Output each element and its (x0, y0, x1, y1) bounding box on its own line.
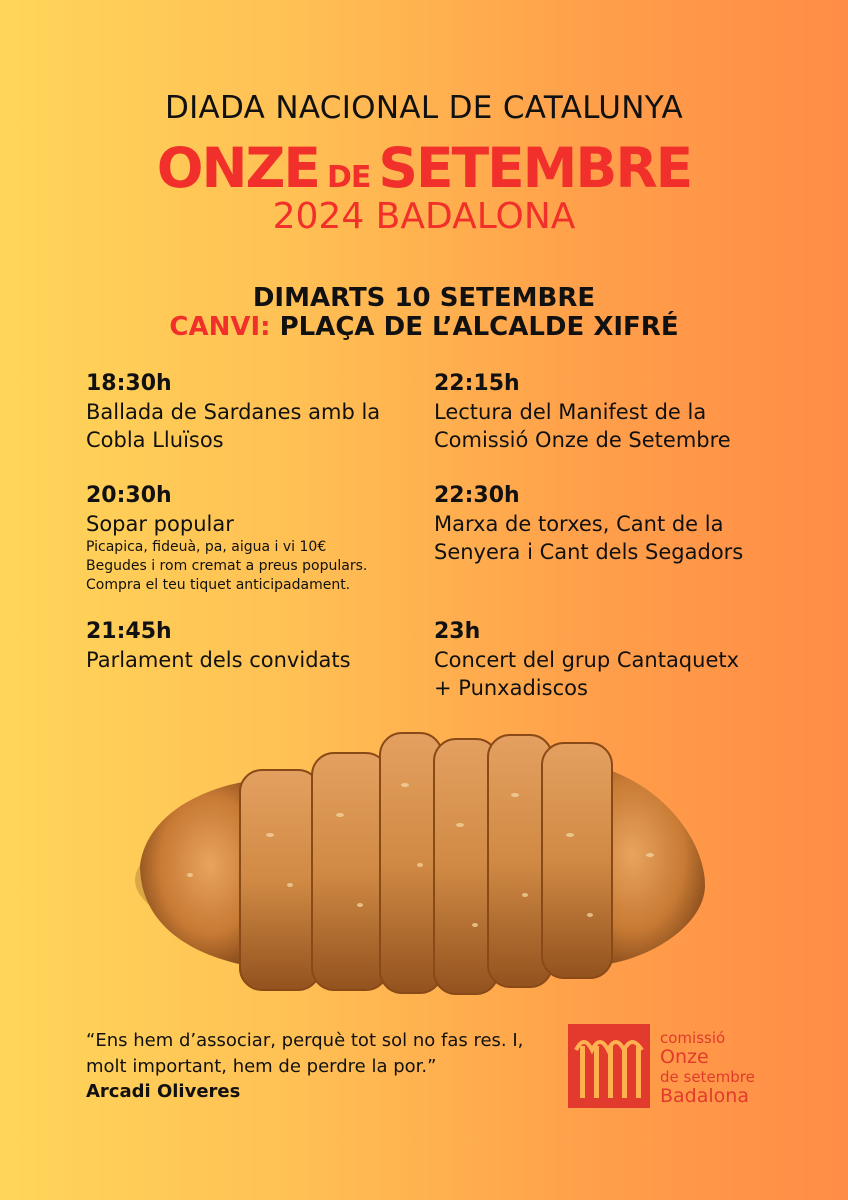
bread-slice (542, 743, 612, 978)
event-time: 21:45h (86, 619, 172, 644)
event-title: Lectura del Manifest de la Comissió Onze de Setembre (434, 400, 731, 452)
event-time: 20:30h (86, 483, 172, 508)
event-item (434, 370, 774, 454)
event-title: Ballada de Sardanes amb la Cobla Lluïsos (86, 400, 381, 452)
event-time: 22:15h (434, 371, 520, 396)
comissio-logo-icon (568, 1024, 650, 1108)
event-time: 22:30h (434, 483, 520, 508)
logo-line: Badalona (660, 1085, 749, 1107)
main-title (0, 132, 848, 198)
venue-place: PLAÇA DE L’ALCALDE XIFRÉ (279, 312, 679, 342)
quote-author: Arcadi Oliveres (86, 1081, 241, 1102)
event-item (86, 370, 456, 454)
quote-text: “Ens hem d’associar, perquè tot sol no fas res. I, molt important, hem de perdre la por.” (86, 1030, 524, 1077)
event-note: Compra el teu tiquet anticipadament. (86, 577, 351, 593)
event-item (434, 618, 774, 702)
event-title: Sopar popular (86, 512, 234, 536)
bread-slice (240, 770, 320, 990)
event-note: Picapica, fideuà, pa, aigua i vi 10€ (86, 539, 327, 555)
event-time: 18:30h (86, 371, 172, 396)
event-title: Concert del grup Cantaquetx + Punxadiscos (434, 648, 740, 700)
event-title: Parlament dels convidats (86, 648, 351, 672)
event-item (86, 618, 456, 674)
logo-text (660, 1030, 755, 1106)
event-item (434, 482, 744, 566)
title-onze: ONZE (156, 136, 319, 200)
bread-slice (380, 733, 442, 993)
bread-slice (312, 753, 388, 990)
change-label: CANVI: (169, 312, 271, 342)
title-de: DE (326, 160, 371, 195)
event-time: 23h (434, 619, 481, 644)
event-item (86, 482, 456, 595)
bread-illustration (130, 725, 710, 1000)
logo-line: comissió (660, 1029, 726, 1047)
year-city: 2024 BADALONA (272, 196, 576, 237)
event-note: Begudes i rom cremat a preus populars. (86, 558, 368, 574)
logo-line: de setembre (660, 1068, 755, 1086)
event-date: DIMARTS 10 SETEMBRE (252, 283, 596, 313)
logo-line: Onze (660, 1046, 709, 1068)
subtitle-diada: DIADA NACIONAL DE CATALUNYA (164, 90, 684, 126)
venue-change (0, 312, 848, 342)
event-title: Marxa de torxes, Cant de la Senyera i Cant dels Segadors (434, 512, 744, 564)
title-setembre: SETEMBRE (378, 136, 692, 200)
